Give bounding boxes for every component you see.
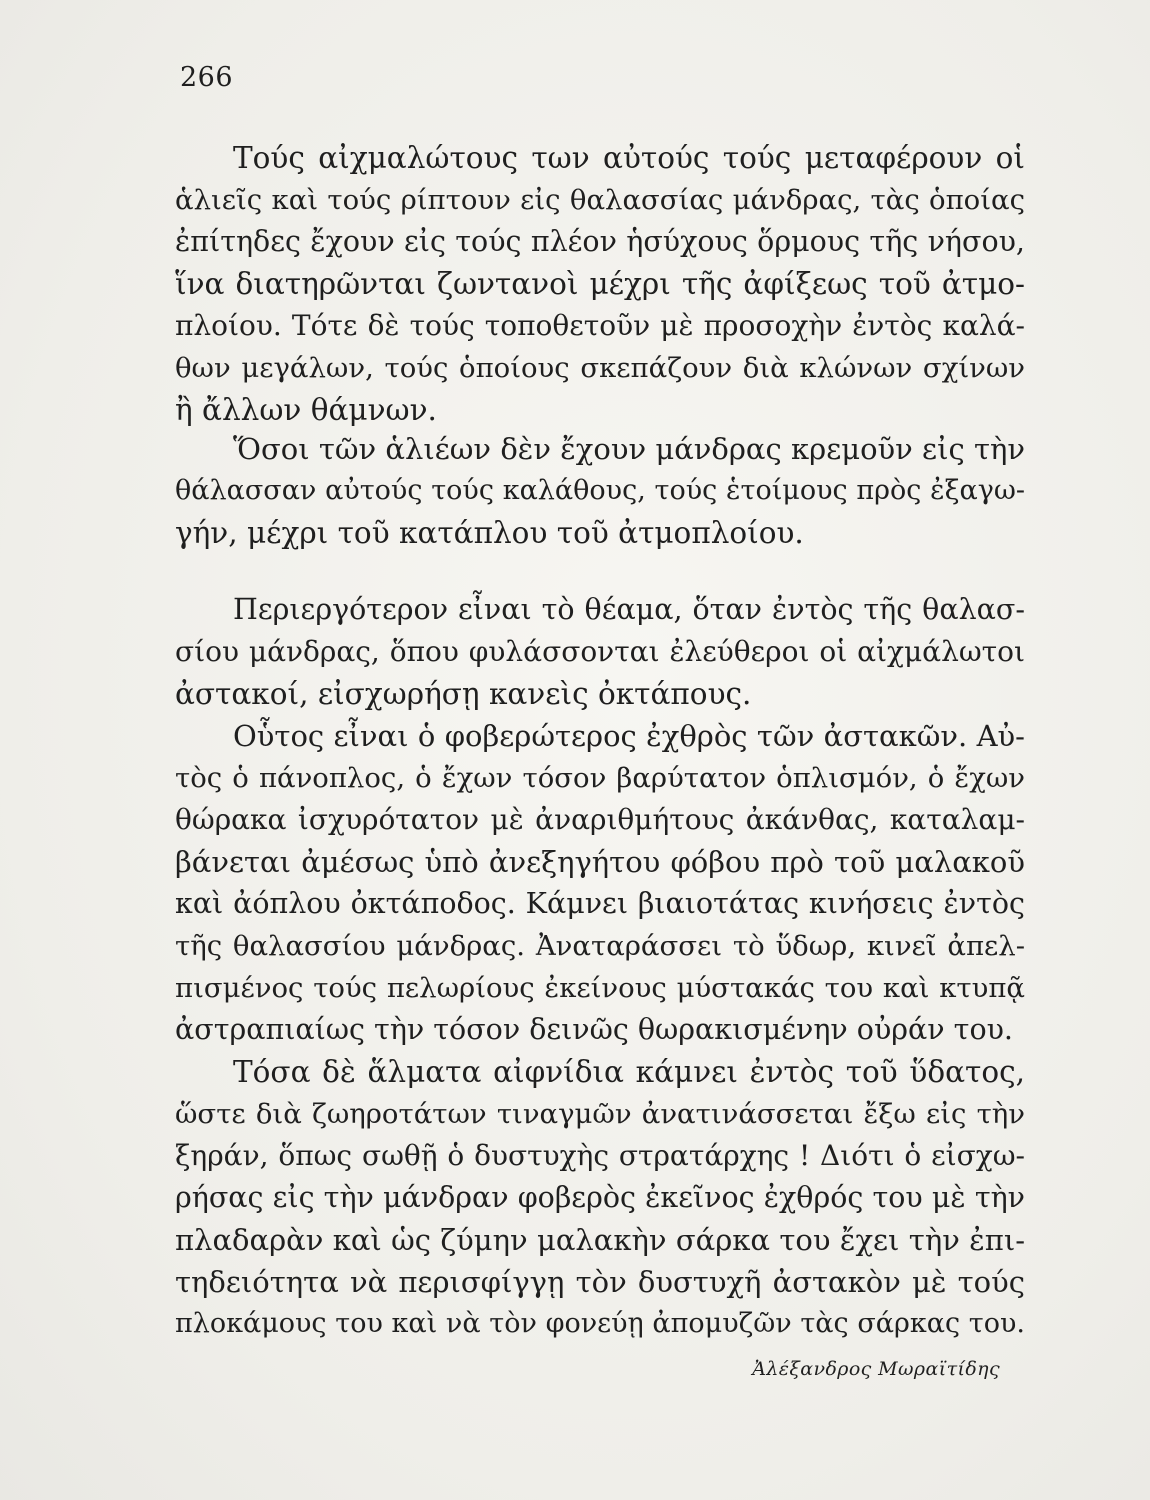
author-signature: Ἀλέξανδρος Μωραϊτίδης xyxy=(752,1358,1000,1380)
text-line: ἢ ἄλλων θάμνων. xyxy=(175,393,437,427)
text-line: Τούς αἰχμαλώτους των αὐτούς τούς μεταφέρουν οἱ xyxy=(233,141,1025,175)
text-line: γήν, μέχρι τοῦ κατάπλου τοῦ ἀτμοπλοίου. xyxy=(175,516,804,550)
text-line: πισμένος τούς πελωρίους ἐκείνους μύστακάς του καὶ κτυπᾷ xyxy=(175,972,1025,1004)
text-line: ἁλιεῖς καὶ τούς ρίπτουν εἰς θαλασσίας μάνδρας, τὰς ὁποίας xyxy=(175,184,1025,216)
text-line: ὥστε διὰ ζωηροτάτων τιναγμῶν ἀνατινάσσεται ἔξω εἰς τὴν xyxy=(175,1098,1025,1130)
text-line: ἐπίτηδες ἔχουν εἰς τούς πλέον ἡσύχους ὅρμους τῆς νήσου, xyxy=(175,225,1025,258)
text-line: τῆς θαλασσίου μάνδρας. Ἀναταράσσει τὸ ὕδωρ, κινεῖ ἀπελ- xyxy=(175,930,1025,962)
text-line: θων μεγάλων, τούς ὁποίους σκεπάζουν διὰ κλώνων σχίνων xyxy=(175,352,1025,384)
text-line: ἀστραπιαίως τὴν τόσον δεινῶς θωρακισμένην οὐράν του. xyxy=(175,1013,1013,1046)
text-line: ἵνα διατηρῶνται ζωντανοὶ μέχρι τῆς ἀφίξεως τοῦ ἀτμο- xyxy=(175,267,1025,301)
text-line: Οὗτος εἶναι ὁ φοβερώτερος ἐχθρὸς τῶν ἀστακῶν. Αὐ- xyxy=(233,719,1025,753)
page-number: 266 xyxy=(180,62,234,93)
text-line: ἀστακοί, εἰσχωρήσῃ κανεὶς ὀκτάπους. xyxy=(175,677,752,711)
text-line: ρήσας εἰς τὴν μάνδραν φοβερὸς ἐκεῖνος ἐχθρός του μὲ τὴν xyxy=(175,1181,1025,1214)
text-line: Περιεργότερον εἶναι τὸ θέαμα, ὅταν ἐντὸς τῆς θαλασ- xyxy=(233,593,1025,626)
text-line: βάνεται ἀμέσως ὑπὸ ἀνεξηγήτου φόβου πρὸ τοῦ μαλακοῦ xyxy=(175,845,1025,879)
text-line: τηδειότητα νὰ περισφίγγῃ τὸν δυστυχῆ ἀστακὸν μὲ τούς xyxy=(175,1265,1025,1299)
text-line: Ὅσοι τῶν ἁλιέων δὲν ἔχουν μάνδρας κρεμοῦν εἰς τὴν xyxy=(233,432,1025,466)
text-line: σίου μάνδρας, ὅπου φυλάσσονται ἐλεύθεροι οἱ αἰχμάλωτοι xyxy=(175,635,1025,668)
text-line: πλοκάμους του καὶ νὰ τὸν φονεύῃ ἀπομυζῶν τὰς σάρκας του. xyxy=(175,1308,1025,1339)
text-line: Τόσα δὲ ἅλματα αἰφνίδια κάμνει ἐντὸς τοῦ ὕδατος, xyxy=(233,1055,1025,1089)
text-line: θώρακα ἰσχυρότατον μὲ ἀναριθμήτους ἀκάνθας, καταλαμ- xyxy=(175,803,1025,836)
text-line: θάλασσαν αὐτούς τούς καλάθους, τούς ἑτοίμους πρὸς ἐξαγω- xyxy=(175,475,1025,506)
text-line: ξηράν, ὅπως σωθῇ ὁ δυστυχὴς στρατάρχης ! Διότι ὁ εἰσχω- xyxy=(175,1139,1025,1172)
text-line: τὸς ὁ πάνοπλος, ὁ ἔχων τόσον βαρύτατον ὁπλισμόν, ὁ ἔχων xyxy=(175,762,1025,794)
text-line: πλοίου. Τότε δὲ τούς τοποθετοῦν μὲ προσοχὴν ἐντὸς καλά- xyxy=(175,309,1025,342)
text-line: καὶ ἀόπλου ὀκτάποδος. Κάμνει βιαιοτάτας κινήσεις ἐντὸς xyxy=(175,887,1025,920)
text-line: πλαδαρὰν καὶ ὡς ζύμην μαλακὴν σάρκα του ἔχει τὴν ἐπι- xyxy=(175,1223,1025,1257)
